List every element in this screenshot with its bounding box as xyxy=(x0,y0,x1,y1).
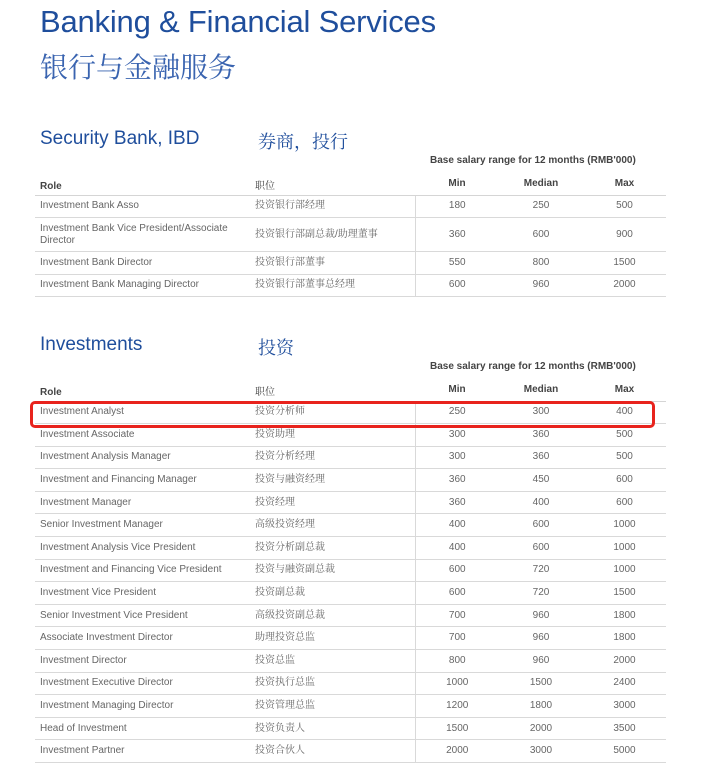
max-cell: 1800 xyxy=(583,604,666,627)
max-cell: 1800 xyxy=(583,627,666,650)
role-cn-cell: 投资与融资副总裁 xyxy=(250,559,415,582)
section-title-security-bank: Security Bank, IBD xyxy=(40,128,200,149)
median-cell: 800 xyxy=(499,252,583,275)
max-cell: 2000 xyxy=(583,274,666,297)
column-header-role: Role xyxy=(35,173,250,195)
column-header-role: Role xyxy=(35,378,250,401)
column-header-median: Median xyxy=(499,378,583,401)
role-cell: Investment Bank Vice President/Associate Director xyxy=(35,218,250,252)
table-row-highlighted xyxy=(35,401,666,424)
role-cell: Investment Bank Managing Director xyxy=(35,274,250,297)
role-cell: Investment Associate xyxy=(35,424,250,447)
min-cell: 600 xyxy=(415,559,499,582)
median-cell: 450 xyxy=(499,469,583,492)
table-row xyxy=(35,717,666,740)
section-title-investments-cn: 投资 xyxy=(258,338,294,358)
role-cn-cell: 投资分析师 xyxy=(250,401,415,424)
median-cell: 960 xyxy=(499,627,583,650)
max-cell: 1000 xyxy=(583,559,666,582)
role-cell: Investment Manager xyxy=(35,491,250,514)
median-cell: 2000 xyxy=(499,717,583,740)
page-title: Banking & Financial Services xyxy=(40,4,436,39)
section-title-security-bank-cn: 券商，投行 xyxy=(258,132,348,152)
role-cell: Investment Analysis Vice President xyxy=(35,537,250,560)
role-cn-cell: 助理投资总监 xyxy=(250,627,415,650)
salary-range-label: Base salary range for 12 months (RMB'000) xyxy=(430,155,636,166)
median-cell: 360 xyxy=(499,424,583,447)
column-header-role-cn: 职位 xyxy=(250,378,415,401)
role-cell: Investment Managing Director xyxy=(35,695,250,718)
role-cn-cell: 投资总监 xyxy=(250,650,415,673)
table-row xyxy=(35,582,666,605)
role-cell: Senior Investment Vice President xyxy=(35,604,250,627)
role-cell: Investment Director xyxy=(35,650,250,673)
role-cell: Investment and Financing Vice President xyxy=(35,559,250,582)
table-row xyxy=(35,469,666,492)
role-cell: Investment Executive Director xyxy=(35,672,250,695)
max-cell: 1500 xyxy=(583,252,666,275)
table-row xyxy=(35,195,666,218)
min-cell: 600 xyxy=(415,582,499,605)
table-row xyxy=(35,627,666,650)
role-cn-cell: 投资银行部经理 xyxy=(250,195,415,218)
median-cell: 960 xyxy=(499,274,583,297)
role-cn-cell: 高级投资经理 xyxy=(250,514,415,537)
role-cell: Investment Analysis Manager xyxy=(35,446,250,469)
role-cell: Investment Analyst xyxy=(35,401,250,424)
role-cell: Investment and Financing Manager xyxy=(35,469,250,492)
role-cell: Senior Investment Manager xyxy=(35,514,250,537)
column-header-min: Min xyxy=(415,173,499,195)
max-cell: 1500 xyxy=(583,582,666,605)
median-cell: 600 xyxy=(499,218,583,252)
role-cn-cell: 投资银行部董事总经理 xyxy=(250,274,415,297)
min-cell: 800 xyxy=(415,650,499,673)
max-cell: 5000 xyxy=(583,740,666,763)
section-title-investments: Investments xyxy=(40,334,143,355)
table-row xyxy=(35,252,666,275)
security-bank-salary-table xyxy=(35,173,666,297)
median-cell: 300 xyxy=(499,401,583,424)
max-cell: 600 xyxy=(583,469,666,492)
median-cell: 3000 xyxy=(499,740,583,763)
median-cell: 720 xyxy=(499,582,583,605)
table-row xyxy=(35,274,666,297)
max-cell: 500 xyxy=(583,446,666,469)
role-cn-cell: 投资合伙人 xyxy=(250,740,415,763)
salary-range-label: Base salary range for 12 months (RMB'000) xyxy=(430,361,636,372)
max-cell: 2400 xyxy=(583,672,666,695)
min-cell: 700 xyxy=(415,627,499,650)
table-row xyxy=(35,491,666,514)
min-cell: 180 xyxy=(415,195,499,218)
role-cn-cell: 投资副总裁 xyxy=(250,582,415,605)
median-cell: 960 xyxy=(499,650,583,673)
table-row xyxy=(35,604,666,627)
min-cell: 360 xyxy=(415,218,499,252)
column-header-max: Max xyxy=(583,173,666,195)
column-header-role-cn: 职位 xyxy=(250,173,415,195)
investments-salary-table xyxy=(35,378,666,763)
role-cell: Investment Partner xyxy=(35,740,250,763)
min-cell: 300 xyxy=(415,424,499,447)
median-cell: 250 xyxy=(499,195,583,218)
column-header-max: Max xyxy=(583,378,666,401)
table-row xyxy=(35,537,666,560)
max-cell: 500 xyxy=(583,424,666,447)
min-cell: 360 xyxy=(415,469,499,492)
min-cell: 1200 xyxy=(415,695,499,718)
min-cell: 400 xyxy=(415,514,499,537)
min-cell: 550 xyxy=(415,252,499,275)
max-cell: 3000 xyxy=(583,695,666,718)
role-cn-cell: 投资分析经理 xyxy=(250,446,415,469)
column-header-min: Min xyxy=(415,378,499,401)
role-cn-cell: 投资经理 xyxy=(250,491,415,514)
table-row xyxy=(35,672,666,695)
min-cell: 700 xyxy=(415,604,499,627)
median-cell: 1800 xyxy=(499,695,583,718)
table-row xyxy=(35,514,666,537)
table-row xyxy=(35,559,666,582)
max-cell: 600 xyxy=(583,491,666,514)
max-cell: 1000 xyxy=(583,537,666,560)
max-cell: 900 xyxy=(583,218,666,252)
role-cn-cell: 投资负责人 xyxy=(250,717,415,740)
max-cell: 500 xyxy=(583,195,666,218)
median-cell: 1500 xyxy=(499,672,583,695)
min-cell: 1500 xyxy=(415,717,499,740)
max-cell: 3500 xyxy=(583,717,666,740)
table-row xyxy=(35,695,666,718)
role-cell: Investment Bank Asso xyxy=(35,195,250,218)
role-cn-cell: 投资银行部副总裁/助理董事 xyxy=(250,218,415,252)
median-cell: 600 xyxy=(499,537,583,560)
role-cn-cell: 投资分析副总裁 xyxy=(250,537,415,560)
median-cell: 360 xyxy=(499,446,583,469)
min-cell: 2000 xyxy=(415,740,499,763)
min-cell: 360 xyxy=(415,491,499,514)
min-cell: 300 xyxy=(415,446,499,469)
table-row xyxy=(35,446,666,469)
max-cell: 1000 xyxy=(583,514,666,537)
role-cn-cell: 高级投资副总裁 xyxy=(250,604,415,627)
table-row xyxy=(35,424,666,447)
role-cell: Investment Vice President xyxy=(35,582,250,605)
role-cn-cell: 投资执行总监 xyxy=(250,672,415,695)
max-cell: 400 xyxy=(583,401,666,424)
column-header-median: Median xyxy=(499,173,583,195)
role-cn-cell: 投资助理 xyxy=(250,424,415,447)
role-cn-cell: 投资管理总监 xyxy=(250,695,415,718)
role-cn-cell: 投资银行部董事 xyxy=(250,252,415,275)
min-cell: 1000 xyxy=(415,672,499,695)
median-cell: 960 xyxy=(499,604,583,627)
table-row xyxy=(35,218,666,252)
min-cell: 600 xyxy=(415,274,499,297)
min-cell: 250 xyxy=(415,401,499,424)
median-cell: 600 xyxy=(499,514,583,537)
max-cell: 2000 xyxy=(583,650,666,673)
median-cell: 720 xyxy=(499,559,583,582)
table-row xyxy=(35,740,666,763)
role-cell: Head of Investment xyxy=(35,717,250,740)
role-cell: Investment Bank Director xyxy=(35,252,250,275)
min-cell: 400 xyxy=(415,537,499,560)
table-row xyxy=(35,650,666,673)
role-cn-cell: 投资与融资经理 xyxy=(250,469,415,492)
role-cell: Associate Investment Director xyxy=(35,627,250,650)
page-subtitle-cn: 银行与金融服务 xyxy=(40,52,237,83)
median-cell: 400 xyxy=(499,491,583,514)
